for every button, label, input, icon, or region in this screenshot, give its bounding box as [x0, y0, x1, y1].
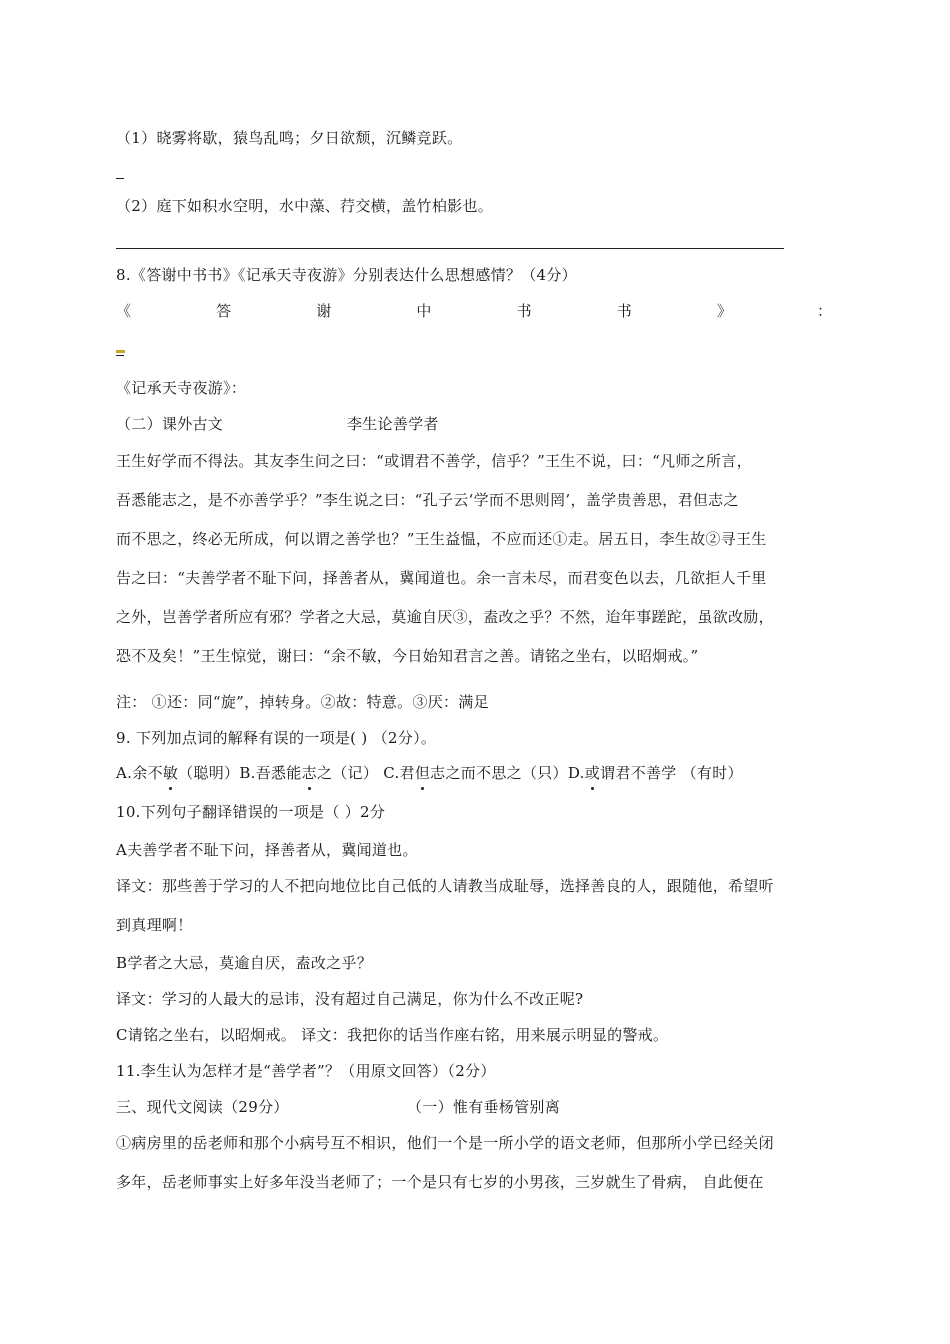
option-d: D.或谓君不善学 （有时） [567, 764, 743, 782]
question-8-label-b: 《记承天寺夜游》： [116, 379, 247, 397]
sentence-2: （2）庭下如积水空明，水中藻、荇交横，盖竹柏影也。 [116, 197, 494, 215]
section-2-title: 李生论善学者 [347, 415, 439, 433]
option-a-translation-cont: 到真理啊！ [116, 916, 193, 934]
question-8: 8.《答谢中书书》《记承天寺夜游》分别表达什么思想感情？（4分） [116, 266, 577, 284]
modern-passage-line: 多年，岳老师事实上好多年没当老师了；一个是只有七岁的小男孩，三岁就生了骨病， 自此便在 [116, 1173, 764, 1191]
passage-line: 吾悉能志之，是不亦善学乎？”李生说之曰：“孔子云‘学而不思则罔’，盖学贵善思，君但志之 [116, 491, 739, 509]
option-c-line: C请铭之坐右，以昭炯戒。 译文：我把你的话当作座右铭，用来展示明显的警戒。 [116, 1026, 669, 1044]
passage-line: 告之曰：“夫善学者不耻下问，择善者从，冀闻道也。余一言未尽，而君变色以去，几欲拒人千里 [116, 569, 767, 587]
footnote: 注： ①还：同“旋”，掉转身。②故：特意。③厌：满足 [116, 693, 489, 711]
modern-passage-line: ①病房里的岳老师和那个小病号互不相识，他们一个是一所小学的语文老师，但那所小学已经关闭 [116, 1134, 774, 1152]
q8-char: ： [816, 302, 832, 320]
question-9: 9. 下列加点词的解释有误的一项是( ) （2分）。 [116, 729, 437, 747]
dotted-word: 志 [301, 764, 317, 782]
passage-line: 恐不及矣！”王生惊觉，谢曰：“余不敏，今日始知君言之善。请铭之坐右，以昭炯戒。” [116, 647, 699, 665]
q8-char: 《 [116, 302, 132, 320]
yellow-mark [116, 350, 125, 353]
question-8-answer-label [116, 301, 832, 321]
answer-line [116, 248, 784, 249]
option-c: C.君但志之而不思之（只） [383, 764, 568, 782]
section-3-heading: 三、现代文阅读（29分） [116, 1098, 289, 1116]
option-a: A.余不敏（聪明） [116, 764, 240, 782]
answer-blank-mark [116, 355, 124, 356]
passage-line: 之外，岂善学者所应有邪？学者之大忌，莫逾自厌③，盍改之乎？不然，迨年事蹉跎，虽欲改励， [116, 608, 774, 626]
option-b-translation: 译文：学习的人最大的忌讳，没有超过自己满足，你为什么不改正呢? [116, 990, 584, 1008]
q8-char: 中 [416, 302, 432, 320]
q8-char: 》 [716, 302, 732, 320]
question-10: 10.下列句子翻译错误的一项是（ ）2分 [116, 803, 386, 821]
answer-blank-mark [116, 178, 124, 179]
q8-char: 书 [516, 302, 532, 320]
option-a-translation: 译文：那些善于学习的人不把向地位比自己低的人请教当成耻辱，选择善良的人，跟随他，希望听 [116, 877, 774, 895]
question-9-options [116, 763, 743, 783]
q8-char: 答 [216, 302, 232, 320]
question-11: 11.李生认为怎样才是“善学者”？（用原文回答）（2分） [116, 1062, 496, 1080]
passage-line: 王生好学而不得法。其友李生问之曰：“或谓君不善学，信乎？”王生不说，曰：“凡师之所言， [116, 452, 752, 470]
option-b: B.吾悉能志之（记） [239, 764, 379, 782]
q8-char: 谢 [316, 302, 332, 320]
q8-char: 书 [616, 302, 632, 320]
option-a-sentence: A夫善学者不耻下问，择善者从，冀闻道也。 [116, 841, 418, 859]
passage-line: 而不思之，终必无所成，何以谓之善学也？”王生益愠，不应而还①走。居五日，李生故②寻王生 [116, 530, 767, 548]
section-3-title: （一）惟有垂杨管别离 [407, 1098, 561, 1116]
dotted-word: 但 [414, 764, 431, 782]
option-b-sentence: B学者之大忌，莫逾自厌，盍改之乎？ [116, 954, 373, 972]
dotted-word: 敏 [162, 764, 179, 782]
sentence-1: （1）晓雾将歇，猿鸟乱鸣；夕日欲颓，沉鳞竞跃。 [116, 129, 463, 147]
section-2-heading: （二）课外古文 [116, 415, 224, 433]
dotted-word: 或 [584, 764, 601, 782]
